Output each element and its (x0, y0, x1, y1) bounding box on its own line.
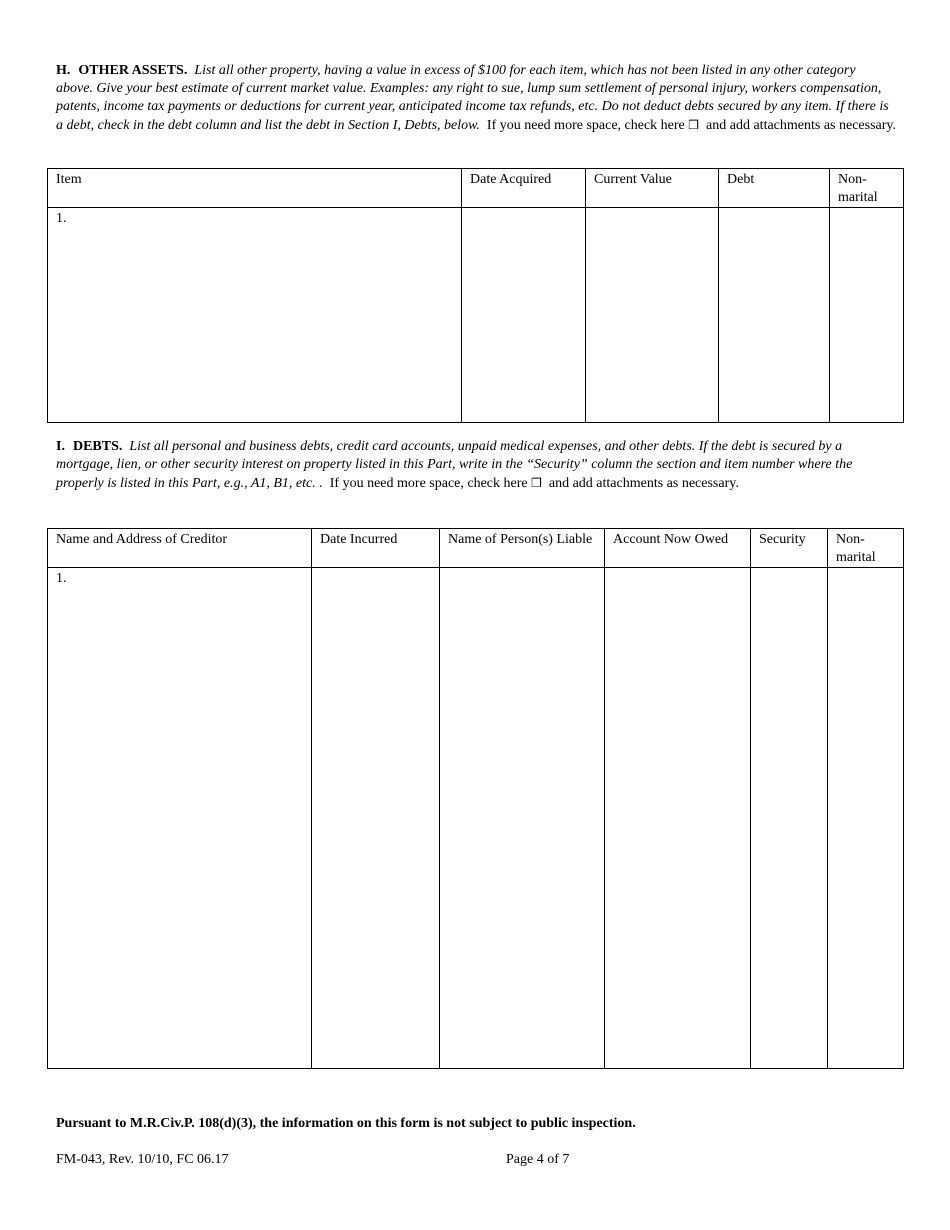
column-header-date-acquired: Date Acquired (462, 169, 586, 208)
column-header-security: Security (751, 529, 828, 568)
section-h-title: OTHER ASSETS. (78, 63, 188, 78)
debt-cell[interactable] (719, 208, 830, 423)
column-header-account-owed: Account Now Owed (605, 529, 751, 568)
column-header-persons-liable: Name of Person(s) Liable (440, 529, 605, 568)
non-marital-cell[interactable] (828, 568, 904, 1069)
column-header-non-marital: Non-marital (828, 529, 904, 568)
table-header-row (48, 529, 904, 568)
non-marital-cell[interactable] (830, 208, 904, 423)
date-acquired-cell[interactable] (462, 208, 586, 423)
page-number: Page 4 of 7 (506, 1152, 570, 1167)
section-h-space-text: If you need more space, check here (486, 118, 685, 133)
current-value-cell[interactable] (586, 208, 719, 423)
row-number: 1. (56, 211, 67, 226)
section-h-instructions (56, 62, 896, 135)
column-header-debt: Debt (719, 169, 830, 208)
account-owed-cell[interactable] (605, 568, 751, 1069)
section-h-label: H. (56, 63, 71, 78)
debts-table (47, 528, 904, 1069)
column-header-creditor: Name and Address of Creditor (48, 529, 312, 568)
persons-liable-cell[interactable] (440, 568, 605, 1069)
creditor-cell[interactable] (48, 568, 312, 1069)
section-i-title: DEBTS. (72, 439, 123, 454)
section-i-text: List all personal and business debts, credit card accounts, unpaid medical expenses, and other debts. If the debt is secured by a mortgage, lien, or other security interest on property listed in this Part, write in the “Security” column the section and item number where the properly is listed in this Part, e.g., A1, B1, etc. . (56, 439, 853, 491)
table-header-row (48, 169, 904, 208)
column-header-non-marital: Non-marital (830, 169, 904, 208)
other-assets-table (47, 168, 904, 423)
section-i-space-text: If you need more space, check here (329, 476, 528, 491)
section-i-instructions (56, 438, 896, 493)
section-h-attach-text: and add attachments as necessary. (706, 118, 896, 133)
security-cell[interactable] (751, 568, 828, 1069)
form-code: FM-043, Rev. 10/10, FC 06.17 (56, 1152, 229, 1167)
table-row (48, 208, 904, 423)
section-h-text: List all other property, having a value in excess of $100 for each item, which has not been listed in any other category above. Give your best estimate of current market value. Examples: any right to sue, lump sum settlement of personal injury, workers compensation, patents, income tax payments or deductions for current year, anticipated income tax refunds, etc. Do not deduct debts secured by any item. If there is a debt, check in the debt column and list the debt in Section I, Debts, below. (56, 63, 889, 133)
section-i-label: I. (56, 439, 65, 454)
row-number: 1. (56, 571, 67, 586)
table-row (48, 568, 904, 1069)
section-i-attach-text: and add attachments as necessary. (548, 476, 739, 491)
date-incurred-cell[interactable] (312, 568, 440, 1069)
item-cell[interactable] (48, 208, 462, 423)
column-header-item: Item (48, 169, 462, 208)
section-i-more-space-checkbox[interactable]: ❒ (531, 476, 542, 490)
column-header-current-value: Current Value (586, 169, 719, 208)
column-header-date-incurred: Date Incurred (312, 529, 440, 568)
section-h-more-space-checkbox[interactable]: ❒ (688, 118, 700, 132)
confidentiality-notice: Pursuant to M.R.Civ.P. 108(d)(3), the information on this form is not subject to public inspection. (56, 1116, 636, 1131)
